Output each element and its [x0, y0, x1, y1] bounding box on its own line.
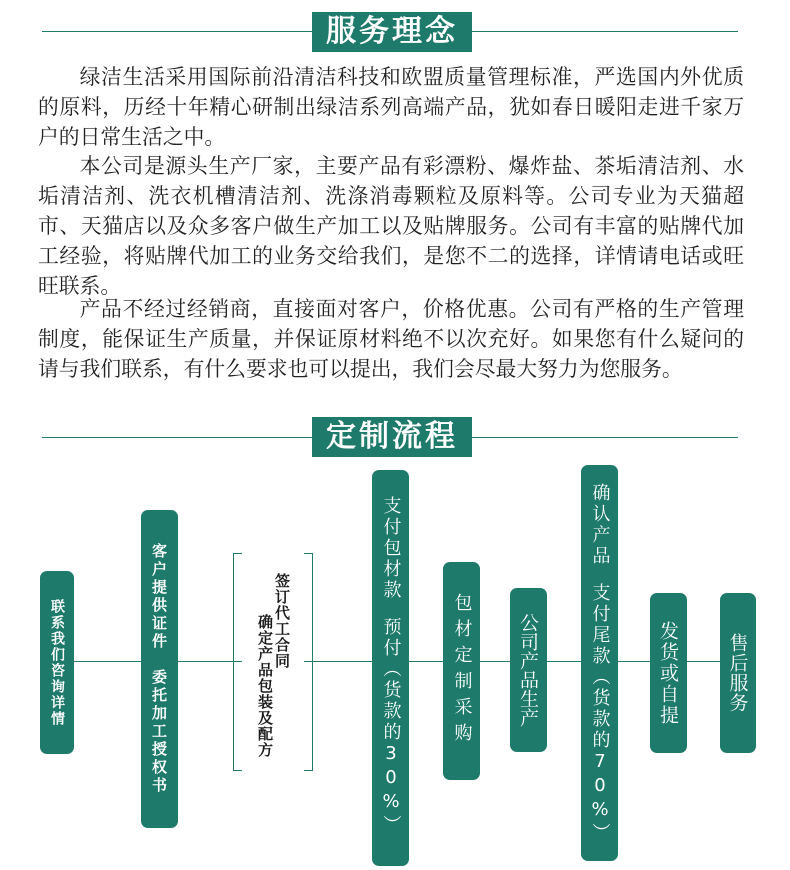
step-confirm-product-line2: 支付尾款（货款的70%）	[589, 583, 611, 844]
step-provide-documents-line1: 客户提供证件	[150, 543, 168, 651]
service-paragraph-3: 产品不经过经销商，直接面对客户，价格优惠。公司有严格的生产管理制度，能保证生产质量，并保证原材料绝不以次充好。如果您有什么疑问的请与我们联系，有什么要求也可以提出，我们会尽最大努力为您服务。	[38, 297, 744, 381]
step-pay-packaging-line2: 预付（货款的30%）	[380, 617, 402, 836]
service-paragraph-2: 本公司是源头生产厂家，主要产品有彩漂粉、爆炸盐、茶垢清洁剂、水垢清洁剂、洗衣机槽清洁剂、洗涤消毒颗粒及原料等。公司专业为天猫超市、天猫店以及众多客户做生产加工以及贴牌服务。公司有丰富的贴牌代加工经验，将贴牌代加工的业务交给我们，是您不二的选择，详情请电话或旺旺联系。	[38, 154, 744, 298]
step-shipping	[650, 593, 687, 753]
step-after-sales-label: 售后服务	[726, 633, 749, 713]
custom-process-title: 定制流程	[312, 417, 472, 457]
step-shipping-label: 发货或自提	[657, 620, 679, 726]
step-after-sales	[720, 593, 756, 753]
step-production	[510, 588, 547, 752]
step-pay-packaging	[372, 470, 409, 866]
step-sign-contract-line2: 确定产品包装及配方	[256, 614, 274, 758]
service-concept-title: 服务理念	[312, 12, 472, 52]
step-packaging-purchase-label: 包材定制采购	[451, 593, 473, 749]
step-provide-documents	[141, 510, 178, 828]
step-packaging-purchase	[443, 562, 480, 780]
service-paragraph-1: 绿洁生活采用国际前沿清洁科技和欧盟质量管理标准，严选国内外优质的原料，历经十年精心研制出绿洁系列高端产品，犹如春日暖阳走进千家万户的日常生活之中。	[38, 65, 744, 149]
process-title-line-left	[42, 437, 312, 438]
service-title-line-right	[472, 31, 738, 32]
service-title-line-left	[42, 31, 312, 32]
step-provide-documents-line2: 委托加工授权书	[150, 669, 168, 795]
step-confirm-product-line1: 确认产品	[589, 483, 611, 567]
step-confirm-product	[581, 465, 618, 861]
step-pay-packaging-line1: 支付包材款	[380, 496, 402, 601]
step-contract-bracket-left	[233, 553, 242, 771]
step-contact-us-label: 联系我们咨询详情	[49, 598, 65, 727]
step-contact-us	[40, 571, 74, 754]
step-sign-contract	[242, 512, 304, 826]
process-title-line-right	[472, 437, 738, 438]
step-contract-bracket-right	[304, 553, 313, 771]
step-production-label: 公司产品生产	[517, 613, 539, 727]
step-sign-contract-line1: 签订代工合同	[273, 573, 291, 669]
